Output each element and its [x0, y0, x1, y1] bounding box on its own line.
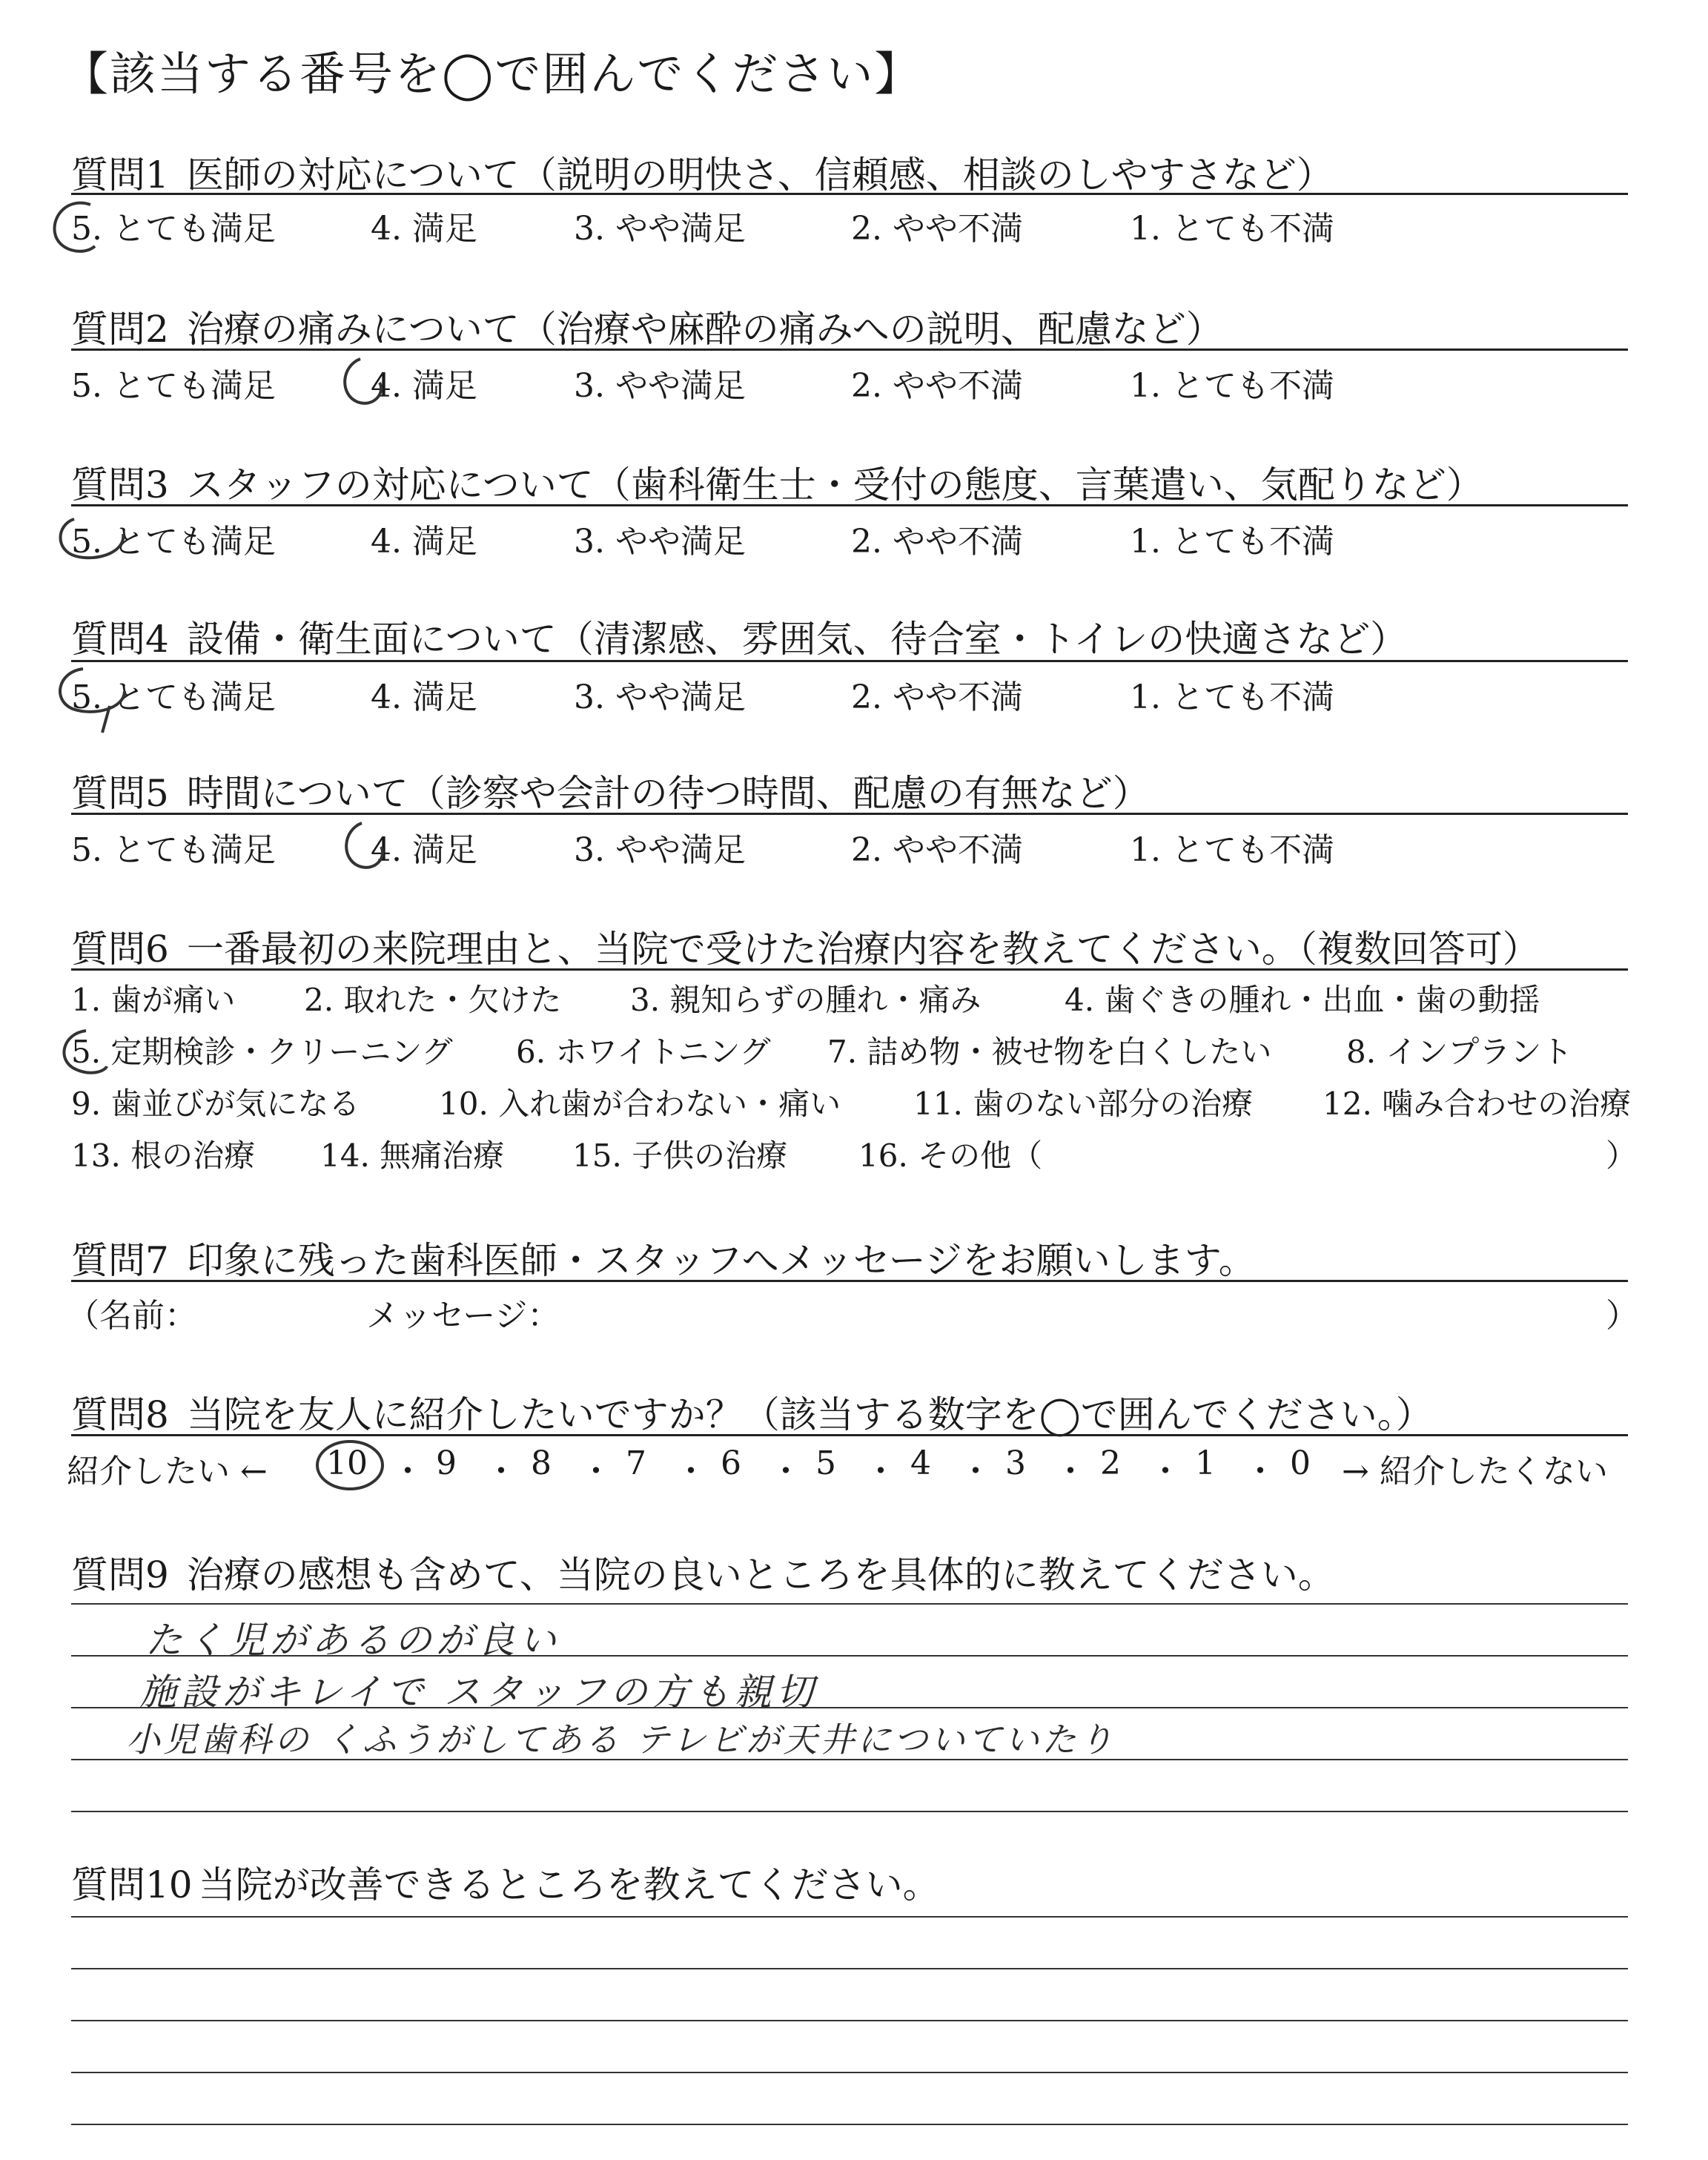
question-number: 質問2 — [71, 308, 169, 351]
scale-8[interactable]: 8 — [531, 1444, 552, 1482]
question-text: 印象に残った歯科医師・スタッフへメッセージをお願いします。 — [186, 1239, 1256, 1282]
question-rule — [71, 504, 1628, 506]
handwritten-answer-3: 小児歯科の くふうがしてある テレビが天井についていたり — [126, 1720, 1116, 1760]
option-3[interactable]: 3. やや満足 — [574, 831, 746, 869]
option-1[interactable]: 1. とても不満 — [1130, 678, 1334, 716]
scale-separator: ・ — [391, 1453, 424, 1490]
option-2[interactable]: 2. やや不満 — [851, 678, 1023, 716]
scale-separator: ・ — [769, 1453, 802, 1490]
option-2[interactable]: 2. やや不満 — [851, 831, 1023, 869]
question-text: 当院を友人に紹介したいですか？（該当する数字を◯で囲んでください。） — [186, 1393, 1433, 1436]
question-10-title — [71, 1855, 940, 1909]
choice-8[interactable]: 8. インプラント — [1346, 1034, 1573, 1070]
scale-separator: ・ — [959, 1453, 992, 1490]
choice-10[interactable]: 10. 入れ歯が合わない・痛い — [439, 1086, 841, 1122]
question-number: 質問6 — [71, 928, 169, 971]
question-number: 質問8 — [71, 1393, 169, 1436]
scale-separator: ・ — [675, 1453, 707, 1490]
option-2[interactable]: 2. やや不満 — [851, 523, 1023, 561]
option-1[interactable]: 1. とても不満 — [1130, 523, 1334, 561]
answer-line — [71, 1968, 1628, 1969]
option-2[interactable]: 2. やや不満 — [851, 367, 1023, 405]
question-text: 医師の対応について（説明の明快さ、信頼感、相談のしやすさなど） — [186, 153, 1334, 196]
question-5-title — [71, 764, 1150, 817]
question-rule — [71, 660, 1628, 662]
question-number: 質問5 — [71, 772, 169, 815]
name-label: （名前： — [67, 1297, 197, 1335]
question-rule — [71, 1280, 1628, 1282]
scale-separator: ・ — [864, 1453, 897, 1490]
choice-3[interactable]: 3. 親知らずの腫れ・痛み — [630, 982, 982, 1018]
message-label[interactable]: メッセージ： — [366, 1297, 560, 1335]
option-4[interactable]: 4. 満足 — [371, 210, 477, 248]
form-header: 【該当する番号を◯で囲んでください】 — [62, 47, 922, 101]
option-5[interactable]: 5. とても満足 — [71, 210, 276, 248]
scale-4[interactable]: 4 — [910, 1444, 931, 1482]
option-1[interactable]: 1. とても不満 — [1130, 367, 1334, 405]
option-3[interactable]: 3. やや満足 — [574, 523, 746, 561]
scale-7[interactable]: 7 — [626, 1444, 646, 1482]
question-6-title — [71, 919, 1540, 973]
choice-14[interactable]: 14. 無痛治療 — [320, 1137, 505, 1174]
scale-9[interactable]: 9 — [436, 1444, 457, 1482]
option-5[interactable]: 5. とても満足 — [71, 367, 276, 405]
choice-1[interactable]: 1. 歯が痛い — [71, 982, 236, 1018]
question-3-options — [71, 515, 1628, 559]
question-2-options — [71, 359, 1628, 403]
message-line — [67, 1289, 1638, 1335]
choice-4[interactable]: 4. 歯ぐきの腫れ・出血・歯の動揺 — [1065, 982, 1540, 1018]
choice-2[interactable]: 2. 取れた・欠けた — [304, 982, 562, 1018]
option-1[interactable]: 1. とても不満 — [1130, 831, 1334, 869]
question-text: 当院が改善できるところを教えてください。 — [198, 1863, 940, 1906]
choice-5[interactable]: 5. 定期検診・クリーニング — [71, 1034, 453, 1070]
referral-scale — [67, 1444, 1631, 1489]
question-rule — [71, 813, 1628, 815]
question-number: 質問7 — [71, 1239, 169, 1282]
scale-1[interactable]: 1 — [1195, 1444, 1216, 1482]
scale-separator: ・ — [1149, 1453, 1182, 1490]
question-number: 質問1 — [71, 153, 169, 196]
scale-separator: ・ — [580, 1453, 612, 1490]
option-4[interactable]: 4. 満足 — [371, 831, 477, 869]
choice-9[interactable]: 9. 歯並びが気になる — [71, 1086, 360, 1122]
answer-line — [71, 2072, 1628, 2073]
option-4[interactable]: 4. 満足 — [371, 678, 477, 716]
question-rule — [71, 193, 1628, 195]
option-3[interactable]: 3. やや満足 — [574, 210, 746, 248]
scale-right-label: → 紹介したくない — [1342, 1453, 1608, 1490]
option-5[interactable]: 5. とても満足 — [71, 523, 276, 561]
choice-12[interactable]: 12. 噛み合わせの治療 — [1323, 1086, 1632, 1122]
question-number: 質問3 — [71, 463, 169, 506]
question-4-options — [71, 670, 1628, 715]
question-1-options — [71, 202, 1628, 246]
question-text: 時間について（診察や会計の待つ時間、配慮の有無など） — [186, 772, 1150, 815]
scale-3[interactable]: 3 — [1005, 1444, 1026, 1482]
close-paren: ） — [1606, 1137, 1638, 1174]
question-text: 治療の痛みについて（治療や麻酔の痛みへの説明、配慮など） — [186, 308, 1223, 351]
answer-line — [71, 1603, 1628, 1605]
question-text: 一番最初の来院理由と、当院で受けた治療内容を教えてください。（複数回答可） — [186, 928, 1540, 971]
answer-line — [71, 1916, 1628, 1918]
handwritten-answer-2: 施設がキレイで スタッフの方も親切 — [139, 1671, 818, 1714]
scale-6[interactable]: 6 — [721, 1444, 741, 1482]
question-number: 質問9 — [71, 1553, 169, 1596]
question-text: 設備・衛生面について（清潔感、雰囲気、待合室・トイレの快適さなど） — [186, 618, 1408, 661]
choice-6[interactable]: 6. ホワイトニング — [516, 1034, 771, 1070]
question-text: 治療の感想も含めて、当院の良いところを具体的に教えてください。 — [186, 1553, 1335, 1596]
choice-16[interactable]: 16. その他（ — [858, 1137, 1043, 1174]
question-8-title — [71, 1385, 1433, 1439]
handwritten-answer-1: たく児があるのが良い — [145, 1619, 560, 1662]
choice-13[interactable]: 13. 根の治療 — [71, 1137, 256, 1174]
option-3[interactable]: 3. やや満足 — [574, 367, 746, 405]
scale-separator: ・ — [1244, 1453, 1277, 1490]
option-4[interactable]: 4. 満足 — [371, 367, 477, 405]
choice-11[interactable]: 11. 歯のない部分の治療 — [913, 1086, 1254, 1122]
question-2-title — [71, 300, 1223, 353]
scale-0[interactable]: 0 — [1290, 1444, 1311, 1482]
answer-line — [71, 2124, 1628, 2125]
question-9-title — [71, 1545, 1335, 1599]
scale-left-label: 紹介したい ← — [67, 1453, 268, 1490]
option-1[interactable]: 1. とても不満 — [1130, 210, 1334, 248]
question-rule — [71, 1434, 1628, 1436]
scale-separator: ・ — [1054, 1453, 1087, 1490]
question-number: 質問10 — [71, 1863, 193, 1906]
close-paren: ） — [1606, 1297, 1638, 1335]
option-5[interactable]: 5. とても満足 — [71, 678, 276, 716]
question-4-title — [71, 610, 1407, 663]
answer-line — [71, 2020, 1628, 2021]
question-rule — [71, 968, 1628, 971]
question-1-title — [71, 145, 1334, 199]
scale-5[interactable]: 5 — [815, 1444, 836, 1482]
scale-10[interactable]: 10 — [326, 1444, 368, 1482]
question-text: スタッフの対応について（歯科衛生士・受付の態度、言葉遣い、気配りなど） — [186, 463, 1483, 506]
question-3-title — [71, 455, 1483, 509]
choice-15[interactable]: 15. 子供の治療 — [572, 1137, 788, 1174]
option-2[interactable]: 2. やや不満 — [851, 210, 1023, 248]
answer-line — [71, 1811, 1628, 1812]
option-5[interactable]: 5. とても満足 — [71, 831, 276, 869]
scale-2[interactable]: 2 — [1100, 1444, 1121, 1482]
choice-7[interactable]: 7. 詰め物・被せ物を白くしたい — [827, 1034, 1272, 1070]
option-4[interactable]: 4. 満足 — [371, 523, 477, 561]
question-5-options — [71, 823, 1628, 868]
question-6-choices — [71, 976, 1638, 1191]
question-7-title — [71, 1231, 1256, 1284]
scale-separator: ・ — [485, 1453, 517, 1490]
option-3[interactable]: 3. やや満足 — [574, 678, 746, 716]
question-number: 質問4 — [71, 618, 169, 661]
question-rule — [71, 349, 1628, 351]
